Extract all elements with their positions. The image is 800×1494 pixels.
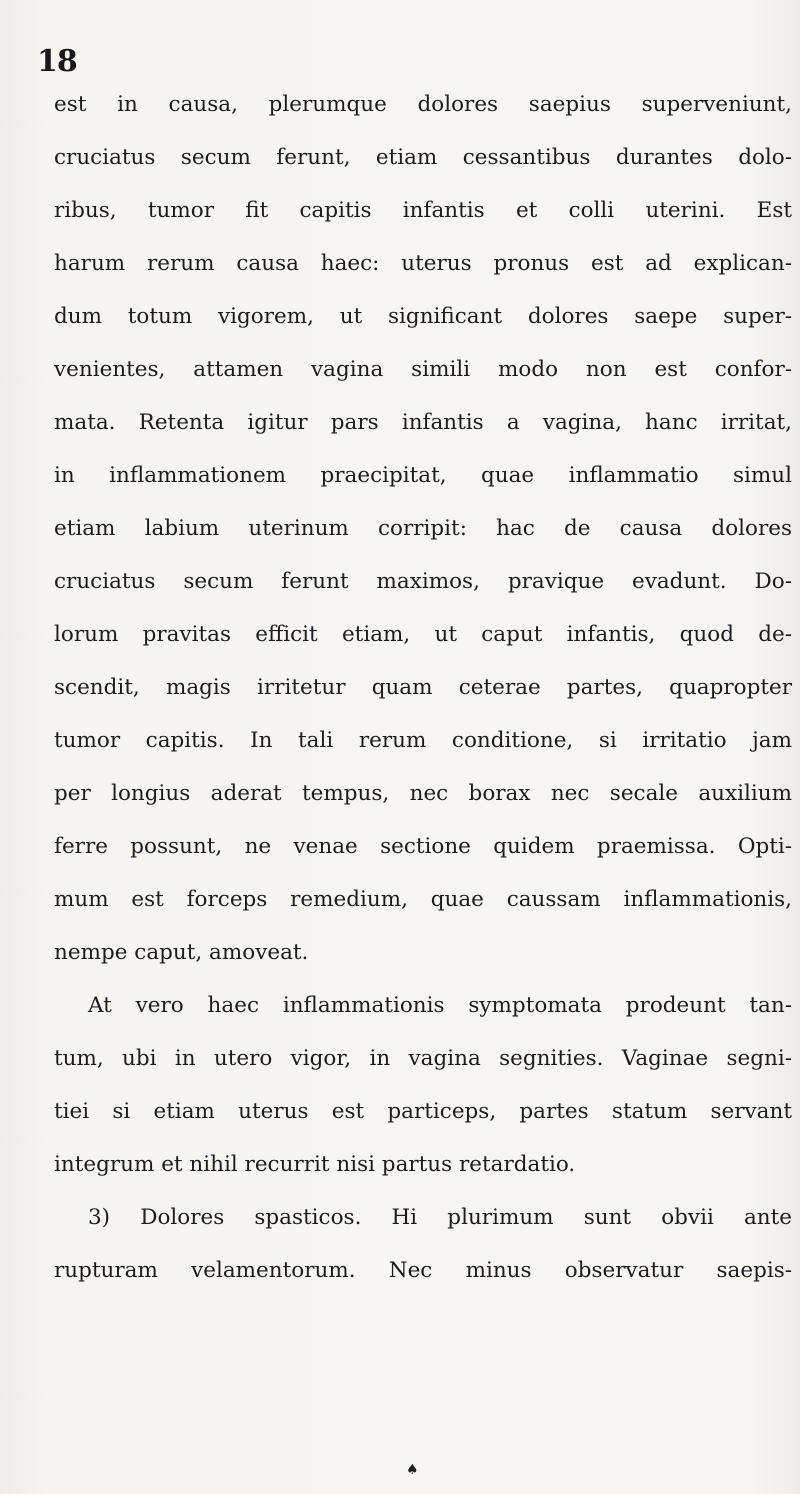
text-line-19: tum, ubi in utero vigor, in vagina segnities. Vaginae segni- bbox=[54, 1046, 792, 1071]
text-line-5: dum totum vigorem, ut significant dolores saepe super- bbox=[54, 304, 792, 329]
text-line-2: cruciatus secum ferunt, etiam cessantibus durantes dolo- bbox=[54, 145, 792, 170]
text-line-3: ribus, tumor fit capitis infantis et colli uterini. Est bbox=[54, 198, 792, 223]
text-line-23: rupturam velamentorum. Nec minus observatur saepis- bbox=[54, 1258, 792, 1283]
text-line-17: nempe caput, amoveat. bbox=[54, 940, 309, 965]
page-number: 18 bbox=[37, 44, 77, 79]
printer-mark: ♠ bbox=[406, 1462, 419, 1478]
text-line-21: integrum et nihil recurrit nisi partus retardatio. bbox=[54, 1152, 576, 1177]
text-line-20: tiei si etiam uterus est particeps, partes statum servant bbox=[54, 1099, 792, 1124]
text-line-13: tumor capitis. In tali rerum conditione, si irritatio jam bbox=[54, 728, 792, 753]
text-line-10: cruciatus secum ferunt maximos, pravique evadunt. Do- bbox=[54, 569, 792, 594]
text-line-4: harum rerum causa haec: uterus pronus est ad explican- bbox=[54, 251, 792, 276]
text-line-9: etiam labium uterinum corripit: hac de causa dolores bbox=[54, 516, 792, 541]
text-line-6: venientes, attamen vagina simili modo non est confor- bbox=[54, 357, 792, 382]
text-line-14: per longius aderat tempus, nec borax nec secale auxilium bbox=[54, 781, 792, 806]
text-line-16: mum est forceps remedium, quae caussam inflammationis, bbox=[54, 887, 792, 912]
text-line-22: 3) Dolores spasticos. Hi plurimum sunt obvii ante bbox=[88, 1205, 792, 1230]
text-line-8: in inflammationem praecipitat, quae inflammatio simul bbox=[54, 463, 792, 488]
text-line-12: scendit, magis irritetur quam ceterae partes, quapropter bbox=[54, 675, 792, 700]
text-line-11: lorum pravitas efficit etiam, ut caput infantis, quod de- bbox=[54, 622, 792, 647]
text-line-1: est in causa, plerumque dolores saepius superveniunt, bbox=[54, 92, 792, 117]
text-line-7: mata. Retenta igitur pars infantis a vagina, hanc irritat, bbox=[54, 410, 792, 435]
text-line-15: ferre possunt, ne venae sectione quidem praemissa. Opti- bbox=[54, 834, 792, 859]
text-line-18: At vero haec inflammationis symptomata prodeunt tan- bbox=[88, 993, 792, 1018]
